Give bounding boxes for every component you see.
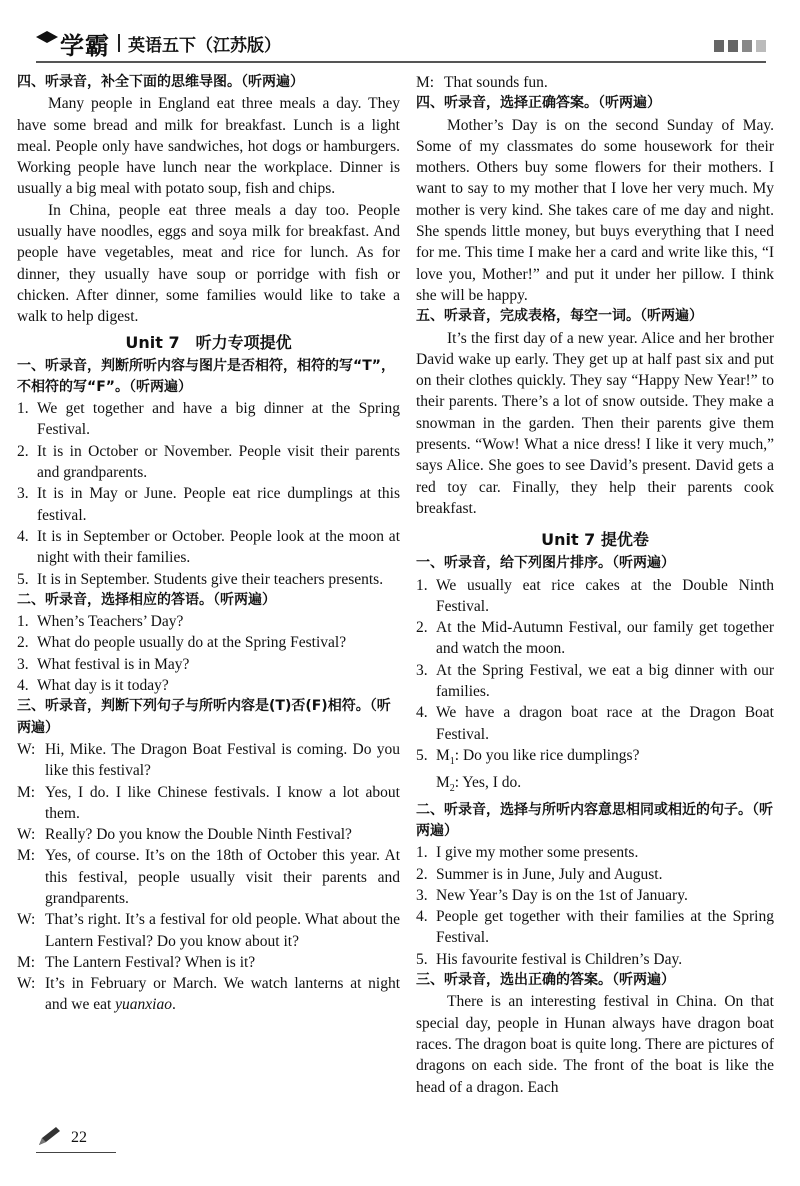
passage-new-year: It’s the first day of a new year. Alice and her brother David wake up early. They get up at half past six and put on their clothes quickly. They say “Happy New Year!” to their parents. There’s a lot of snow outside. They make a snowman in the garden. Then their parents give them presents. “Wow! What a nice dress! I like it very much,” says Alice. She goes to see David’s present. David gets a red toy car. Finally, they help their parents cook breakfast.: [416, 329, 774, 517]
logo-text: 学霸: [60, 31, 110, 60]
section-title: 五、听录音，完成表格，每空一词。（听两遍）: [416, 308, 703, 325]
dialog-line: M: Yes, I do. I like Chinese festivals. I know a lot about them.: [17, 783, 400, 822]
unit-title: Unit 7 提优卷: [541, 530, 649, 550]
section-title: 三、听录音，选出正确的答案。（听两遍）: [416, 972, 675, 989]
header-rule: [36, 61, 766, 63]
book-logo: [36, 28, 281, 58]
list-item: 3. What festival is in May?: [17, 655, 190, 673]
list-item: 1. We usually eat rice cakes at the Double Ninth Festival.: [416, 576, 774, 615]
section-title: 二、听录音，选择与所听内容意思相同或相近的句子。（听两遍）: [416, 801, 773, 839]
passage-china: In China, people eat three meals a day too. People usually have noodles, eggs and soya milk for breakfast. And people have vegetables, meat and rice for lunch. As for dinner, they usually have soup or porridge with fish or chicken. After dinner, some families would like to take a walk to help digest.: [17, 201, 400, 326]
list-item: 3. New Year’s Day is on the 1st of January.: [416, 886, 688, 904]
passage-mothers-day: Mother’s Day is on the second Sunday of May. Some of my classmates do some housework for their mothers. Others buy some flowers for their mothers. I want to say to my mother that I love her very much. My mother is very kind. She takes care of me day and night. She spends little money, but buys everything that I need for me. This time I make her a card and write like this, “I love you, Mother!” and put it under her pillow. I think she will be happy.: [416, 116, 774, 304]
header-divider: [118, 34, 120, 52]
dialog-line: M: That sounds fun.: [416, 74, 548, 91]
list-item: 2. What do people usually do at the Spring Festival?: [17, 634, 347, 652]
list-item: 4. We have a dragon boat race at the Dragon Boat Festival.: [416, 704, 774, 743]
right-column: [416, 72, 774, 1098]
list-item: 2. At the Mid-Autumn Festival, our family get together and watch the moon.: [416, 619, 774, 658]
dialog-line: W: It’s in February or March. We watch lanterns at night and we eat yuanxiao.: [17, 975, 400, 1014]
list-item: 1. We get together and have a big dinner at the Spring Festival.: [17, 400, 400, 439]
list-item: 2. Summer is in June, July and August.: [416, 865, 663, 883]
list-item: 5. $M_1$: Do you like rice dumplings? $M_2$: Yes, I do.: [416, 746, 640, 795]
page-header: [0, 0, 800, 62]
section-title: 一、听录音，判断所听内容与图片是否相符，相符的写“T”，不相符的写“F”。（听两遍）: [17, 357, 395, 395]
passage-england: Many people in England eat three meals a day. They have some bread and milk for breakfast. Lunch is a light meal. People only have sandwiches, hot dogs or hamburgers. Working people have lunch near the workplace. Dinner is usually a big meal with potato soup, fish and chips.: [17, 95, 400, 198]
left-column: [17, 72, 400, 1016]
list-item: 2. It is in October or November. People visit their parents and grandparents.: [17, 442, 400, 482]
header-decoration: [714, 40, 766, 52]
list-item: 4. It is in September or October. People look at the moon at night with their families.: [17, 527, 400, 567]
list-item: 3. At the Spring Festival, we eat a big dinner with our families.: [416, 661, 774, 701]
dialog-line: M: Yes, of course. It’s on the 18th of October this year. At this festival, people usually visit their parents and grandparents.: [17, 847, 400, 907]
pencil-icon: [37, 1125, 63, 1147]
passage-dragon-boat: There is an interesting festival in China. On that special day, people in Hunan always have dragon boat races. The dragon boat is quite long. There are pictures of dragons on each side. The front of the boat is like the head of a dragon. Each: [416, 993, 774, 1096]
page-number: 22: [71, 1129, 87, 1146]
section-title: 四、听录音，选择正确答案。（听两遍）: [416, 95, 661, 112]
list-item: 3. It is in May or June. People eat rice dumplings at this festival.: [17, 485, 400, 524]
section-title: 二、听录音，选择相应的答语。（听两遍）: [17, 591, 276, 608]
book-subtitle: 英语五下（江苏版）: [128, 35, 281, 56]
page-footer: [37, 1125, 87, 1147]
section-title: 三、听录音，判断下列句子与所听内容是(T)否(F)相符。（听两遍）: [17, 698, 391, 736]
list-item: 5. His favourite festival is Children’s Day.: [416, 950, 683, 968]
footer-rule: [36, 1152, 116, 1153]
dialog-line: M: The Lantern Festival? When is it?: [17, 953, 256, 971]
list-item: 1. I give my mother some presents.: [416, 844, 639, 862]
list-item: 4. What day is it today?: [17, 677, 169, 695]
dialog-line: W: Really? Do you know the Double Ninth Festival?: [17, 826, 352, 844]
list-item: 1. When’s Teachers’ Day?: [17, 613, 184, 631]
dialog-line: W: Hi, Mike. The Dragon Boat Festival is coming. Do you like this festival?: [17, 740, 400, 780]
list-item: 5. It is in September. Students give their teachers presents.: [17, 570, 384, 588]
dialog-line: W: That’s right. It’s a festival for old people. What about the Lantern Festival? Do you know about it?: [17, 911, 400, 950]
section-title: 一、听录音，给下列图片排序。（听两遍）: [416, 555, 675, 572]
graduation-cap-icon: [36, 31, 58, 43]
list-item: 4. People get together with their families at the Spring Festival.: [416, 908, 774, 947]
section-title: 四、听录音，补全下面的思维导图。（听两遍）: [17, 74, 304, 90]
unit-title: Unit 7 听力专项提优: [125, 332, 292, 352]
